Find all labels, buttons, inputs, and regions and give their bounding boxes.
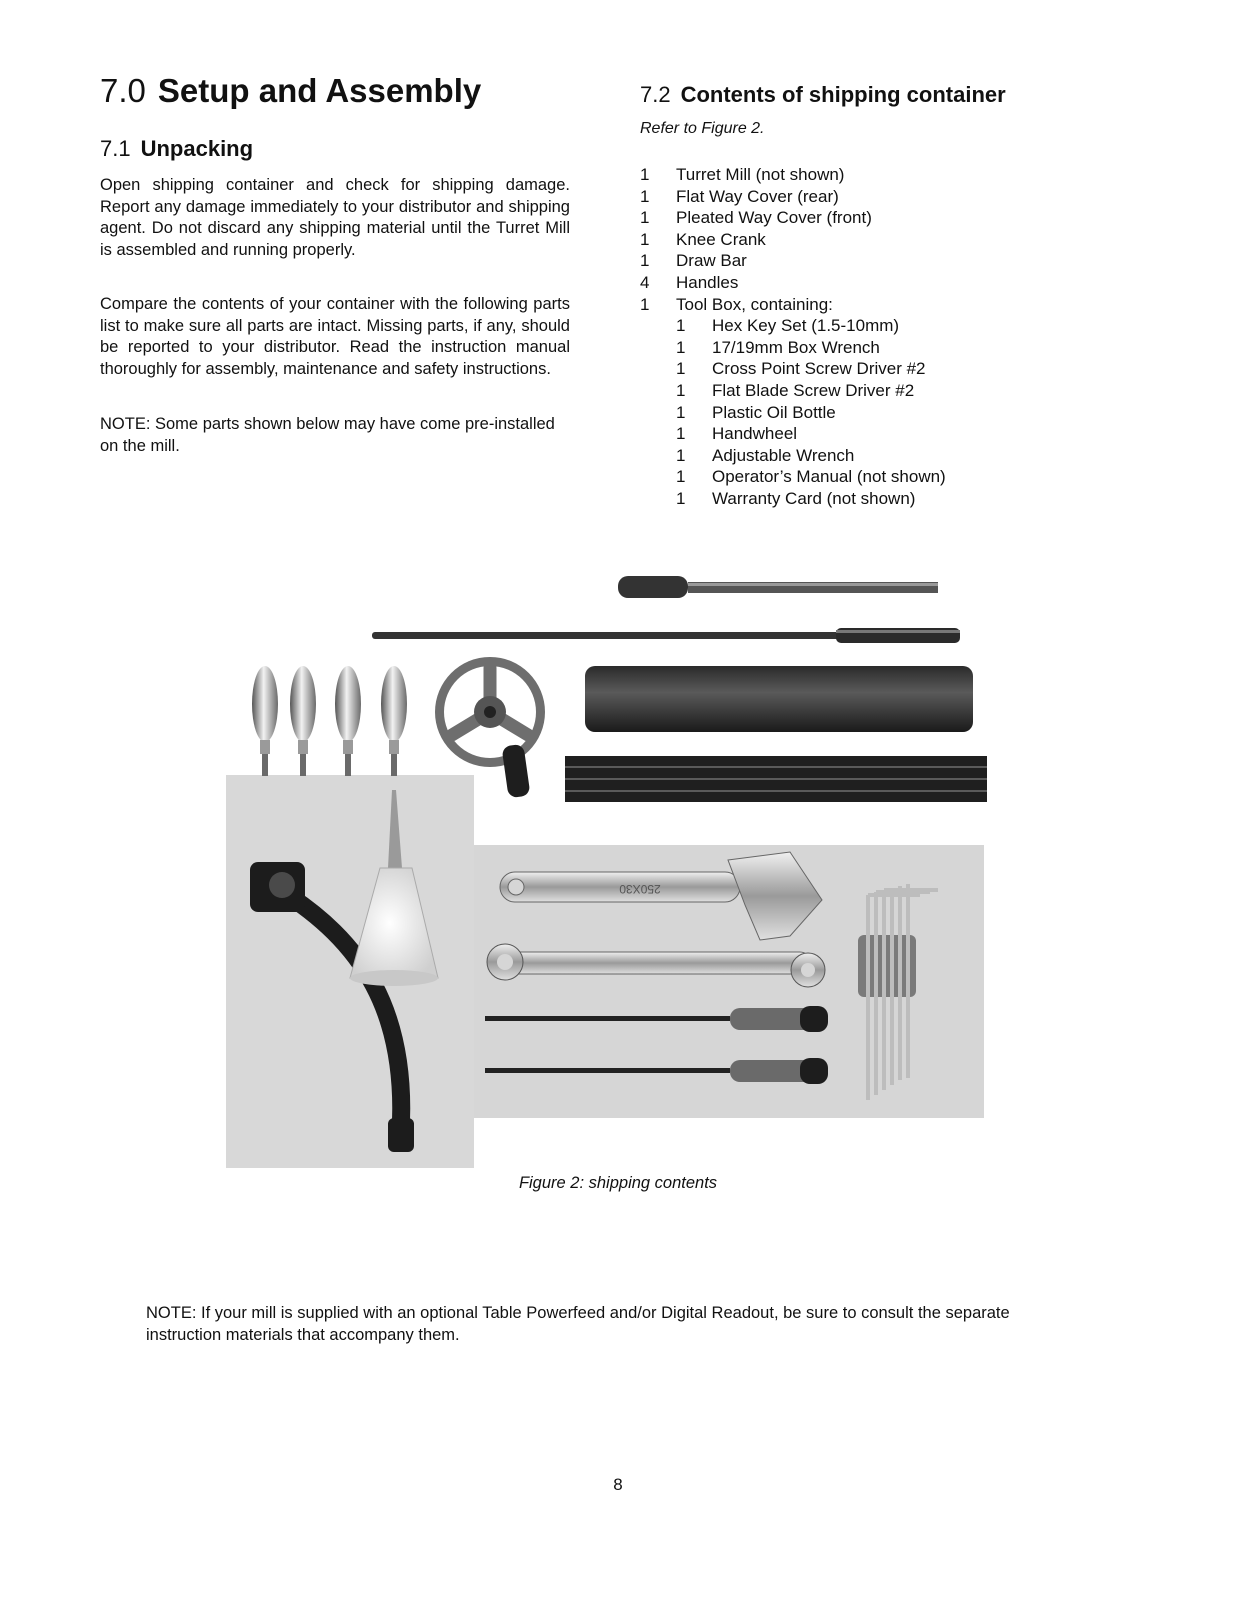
item-label: Turret Mill (not shown) [676, 165, 845, 184]
item-qty: 1 [676, 337, 686, 357]
item-qty: 1 [676, 316, 686, 336]
item-label: Hex Key Set (1.5-10mm) [712, 316, 900, 336]
unpacking-title: Unpacking [140, 136, 254, 161]
contents-number: 7.2 [640, 82, 671, 107]
flat-way-cover-image [565, 756, 987, 802]
item-qty: 1 [640, 229, 650, 249]
item-label: 17/19mm Box Wrench [712, 337, 880, 357]
long-rod-image [372, 628, 960, 643]
item-label: Flat Way Cover (rear) [676, 186, 839, 206]
item-qty: 1 [676, 380, 686, 400]
section-number: 7.0 [100, 72, 146, 109]
item-label: Warranty Card (not shown) [712, 488, 916, 508]
item-qty: 1 [676, 402, 686, 422]
refer-to-figure: Refer to Figure 2. [640, 120, 765, 137]
draw-bar-image [618, 576, 938, 598]
unpacking-number: 7.1 [100, 136, 131, 161]
item-label: Flat Blade Screw Driver #2 [712, 380, 915, 400]
item-label: Plastic Oil Bottle [712, 402, 836, 422]
item-label: Tool Box, containing: [676, 294, 833, 314]
powerfeed-note: NOTE: If your mill is supplied with an optional Table Powerfeed and/or Digital Readout, be sure to consult the separate instruction materials that accompany them. [146, 1304, 1010, 1344]
item-label: Handles [676, 272, 739, 292]
section-title: Setup and Assembly [157, 72, 482, 109]
item-qty: 1 [676, 488, 686, 508]
wrench-marking: 250X30 [619, 882, 661, 896]
item-label: Adjustable Wrench [712, 445, 855, 465]
item-label: Knee Crank [676, 229, 766, 249]
item-qty: 1 [640, 251, 650, 271]
item-label: Operator’s Manual (not shown) [712, 467, 946, 487]
item-qty: 1 [676, 467, 686, 487]
item-qty: 1 [640, 165, 650, 184]
item-qty: 1 [640, 186, 650, 206]
item-qty: 4 [640, 272, 650, 292]
item-qty: 1 [640, 294, 650, 314]
item-qty: 1 [676, 359, 686, 379]
item-label: Cross Point Screw Driver #2 [712, 359, 926, 379]
pleated-way-cover-image [585, 666, 973, 732]
item-label: Draw Bar [676, 251, 747, 271]
item-label: Pleated Way Cover (front) [676, 208, 872, 228]
unpacking-paragraph-1: Open shipping container and check for shipping damage. Report any damage immediately to your distributor and shipping agent. Do not discard any shipping material until the Turret Mill is assembled and running properly. [100, 176, 570, 259]
unpacking-note: NOTE: Some parts shown below may have come pre-installed on the mill. [100, 415, 555, 455]
handles-image [252, 666, 407, 776]
item-label: Handwheel [712, 424, 798, 444]
item-qty: 1 [640, 208, 650, 228]
contents-title: Contents of shipping container [680, 82, 1006, 107]
item-qty: 1 [676, 445, 686, 465]
figure-caption: Figure 2: shipping contents [518, 1174, 718, 1192]
unpacking-paragraph-2: Compare the contents of your container with the following parts list to make sure all parts are intact. Missing parts, if any, should be reported to your distributor. Read the instruction manual thoroughly for assembly, maintenance and safety instructions. [100, 295, 570, 378]
page-number: 8 [613, 1475, 623, 1494]
item-qty: 1 [676, 424, 686, 444]
